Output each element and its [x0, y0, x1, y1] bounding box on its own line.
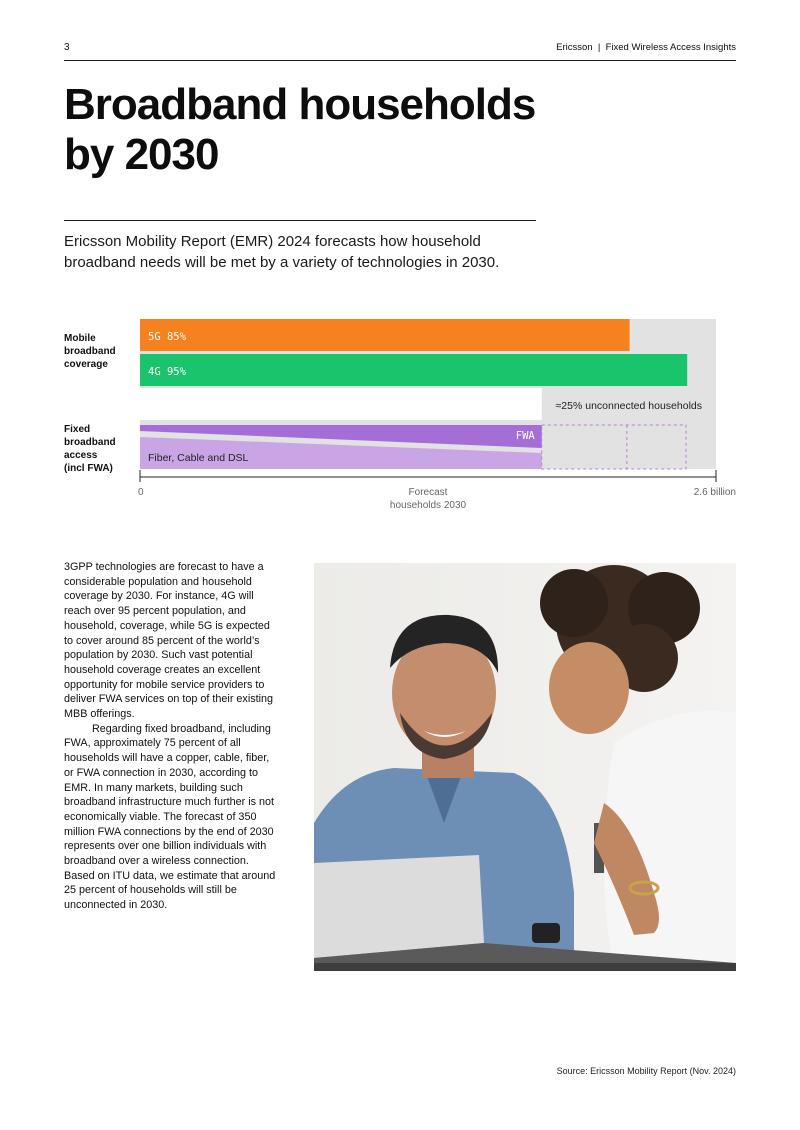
row-label-line: Mobile	[64, 333, 96, 344]
fiber-cable-dsl-label: Fiber, Cable and DSL	[148, 452, 249, 464]
header-rule	[64, 60, 736, 61]
unconnected-note: ≈25% unconnected households	[555, 400, 702, 412]
page-subtitle: Ericsson Mobility Report (EMR) 2024 forecasts how household broadband needs will be met by a variety of technologies in 2030.	[64, 233, 500, 271]
x-axis-title-line: households 2030	[389, 500, 467, 511]
x-axis-max-label: 2.6 billion	[693, 487, 736, 498]
page-number: 3	[64, 42, 70, 53]
unconnected-note-area	[140, 388, 542, 420]
row-label-line: coverage	[64, 359, 108, 370]
row-label-line: broadband	[64, 346, 116, 357]
broadband-chart	[64, 312, 744, 517]
mobile-coverage-label	[64, 333, 116, 370]
photo-illustration	[314, 563, 736, 971]
row-label-line: broadband	[64, 437, 116, 448]
running-head: Ericsson | Fixed Wireless Access Insights	[556, 42, 736, 53]
bar-4g-label: 4G 95%	[148, 366, 186, 378]
row-label-line: (incl FWA)	[64, 463, 113, 474]
x-axis-title	[390, 487, 467, 511]
body-paragraph: 3GPP technologies are forecast to have a considerable population and household coverage by 2030. For instance, 4G will reach over 95 percent population, and household, coverage, while 5G is expected to cover around 85 percent of the world’s population by 2030. Such vast potential household coverage creates an excellent opportunity for mobile service providers to deliver FWA services on top of their existing MBB offerings.	[64, 561, 274, 721]
row-label-line: access	[64, 450, 98, 461]
x-axis-title-line: Forecast	[408, 487, 448, 498]
fixed-access-label	[64, 424, 116, 474]
x-axis-min-label: 0	[138, 487, 144, 498]
bar-4g	[140, 354, 687, 386]
fwa-label: FWA	[515, 430, 535, 442]
row-label-line: Fixed	[64, 424, 91, 435]
bar-5g	[140, 319, 630, 351]
body-text	[64, 560, 278, 913]
page-title: Broadband households by 2030	[64, 80, 536, 179]
bar-5g-label: 5G 85%	[148, 331, 186, 343]
source-note: Source: Ericsson Mobility Report (Nov. 2024)	[556, 1066, 736, 1076]
title-rule	[64, 220, 536, 221]
photo-two-people-laptop	[314, 563, 736, 971]
body-paragraph: Regarding fixed broadband, including FWA, approximately 75 percent of all households will have a copper, cable, fiber, or FWA connection in 2030, according to EMR. In many markets, building such broadband infrastructure much further is not economically viable. The forecast of 350 million FWA connections by the end of 2030 represents over one billion individuals with broadband over a wireless connection. Based on ITU data, we estimate that around 25 percent of households will still be unconnected in 2030.	[64, 722, 276, 912]
